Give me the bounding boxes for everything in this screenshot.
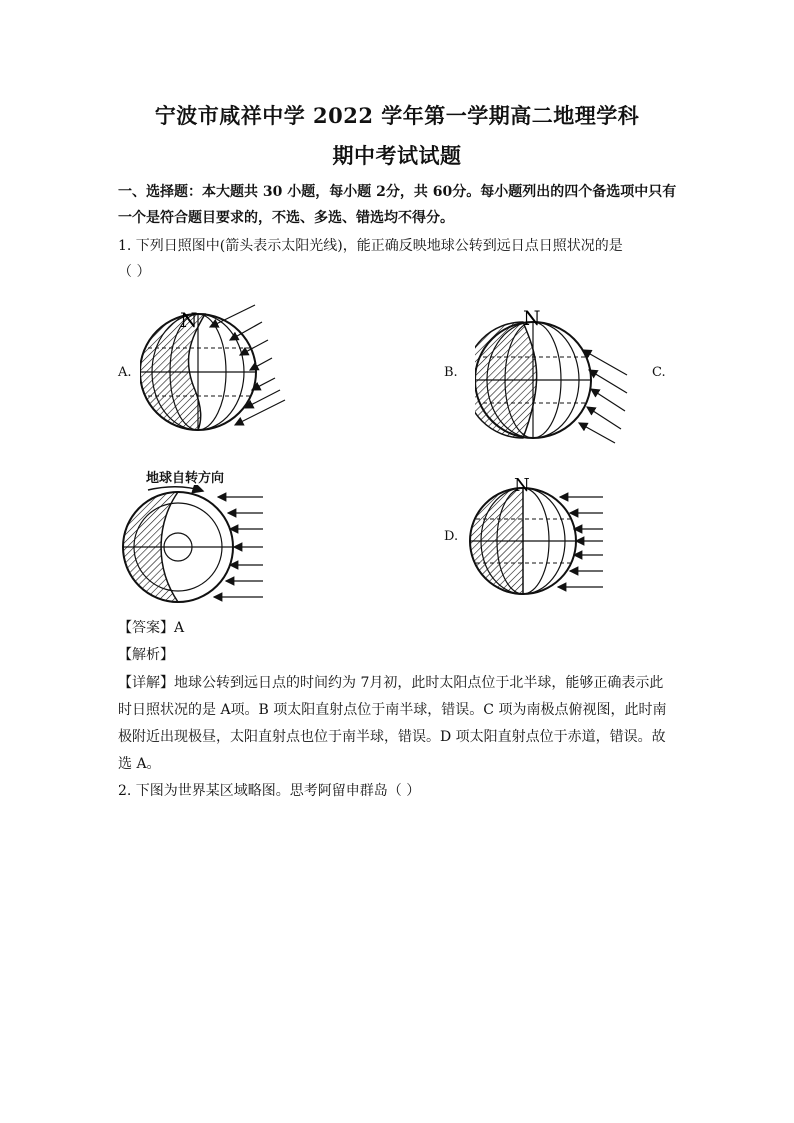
question-1-blank: （ ） (118, 264, 151, 280)
answer: 【答案】A (118, 620, 185, 636)
section-instruction-line1: 一、选择题：本大题共 30 小题，每小题 2分，共 60分。每小题列出的四个备选项中只有 (118, 184, 677, 200)
option-d-label: D. (444, 529, 459, 544)
analysis-detail-line2: 时日照状况的是 A项。B 项太阳直射点位于南半球，错误。C 项为南极点俯视图，此时南 (118, 702, 667, 718)
exam-title-line2: 期中考试试题 (332, 143, 462, 168)
analysis-detail-line4: 选 A。 (118, 756, 161, 772)
option-a-label: A. (118, 365, 132, 380)
option-c-label: C. (652, 365, 666, 380)
north-label: N (180, 308, 198, 332)
option-b-figure (475, 305, 635, 455)
option-a-figure (140, 300, 300, 445)
option-c-figure (118, 485, 268, 605)
option-b-label: B. (444, 365, 458, 380)
north-label: N (523, 306, 541, 330)
north-label: N (514, 475, 530, 496)
option-d-figure (468, 475, 608, 600)
section-instruction-line2: 一个是符合题目要求的，不选、多选、错选均不得分。 (118, 210, 454, 226)
exam-title-line1: 宁波市咸祥中学 2022 学年第一学期高二地理学科 (154, 103, 640, 128)
analysis-detail-line3: 极附近出现极昼，太阳直射点也位于南半球，错误。D 项太阳直射点位于赤道，错误。故 (118, 729, 666, 745)
rotation-direction-label: 地球自转方向 (146, 471, 225, 486)
analysis-heading: 【解析】 (118, 647, 174, 663)
analysis-detail-line1: 【详解】地球公转到远日点的时间约为 7月初，此时太阳点位于北半球，能够正确表示此 (118, 675, 664, 691)
question-2-stem: 2. 下图为世界某区域略图。思考阿留申群岛（ ） (118, 783, 421, 799)
question-1-stem: 1. 下列日照图中(箭头表示太阳光线)，能正确反映地球公转到远日点日照状况的是 (118, 238, 623, 254)
